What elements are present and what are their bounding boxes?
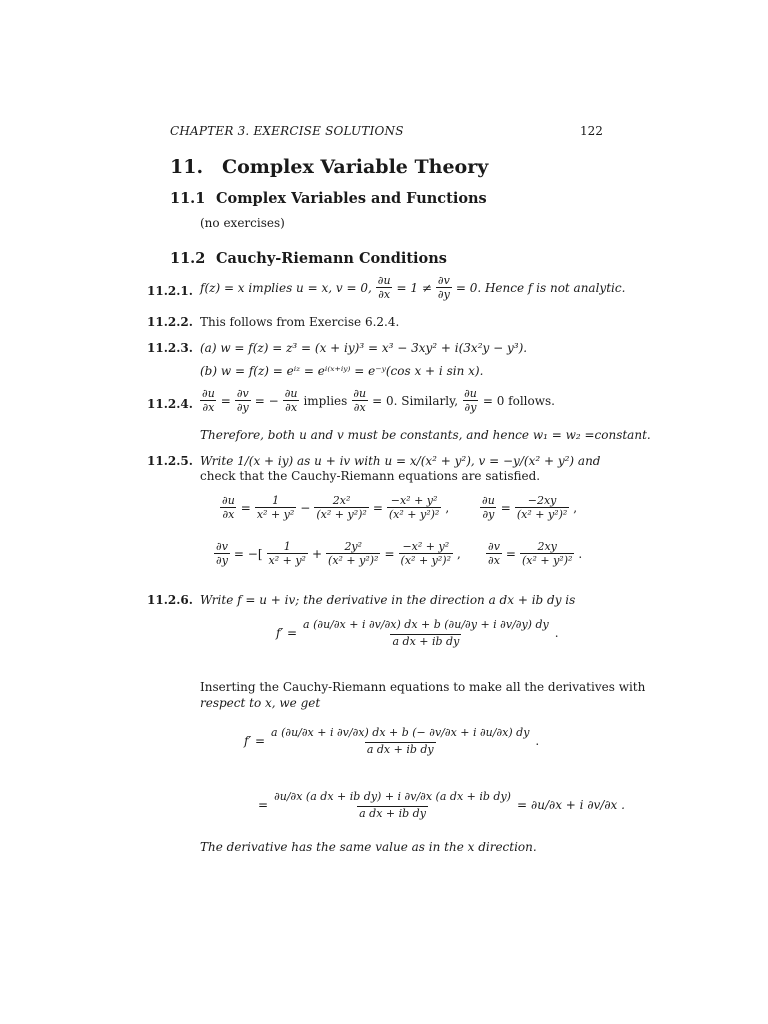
subsection-heading-11-2: [170, 250, 447, 267]
equation-fprime-1: f′ = $\frac{a (\partial u/\partial x + i \partial v/\partial x) dx + b (\partial u/\partial y + i \partial v/\partial y) dy}{\text{a dx + ib dy}}$ .: [276, 618, 559, 648]
exercise-text: This follows from Exercise 6.2.4.: [200, 315, 400, 329]
equation-dv-dy: $\frac{\partial v}{\partial y}$ = −[ $\frac{1}{\text{x² + y²}}$ + $\frac{\text{2y²}}{\text{(x² + y²)²}}$ = $\frac{\text{−x² + y²}}{\text{(x² + y²)²}}$ ,: [216, 540, 461, 567]
exercise-label: 11.2.6.: [147, 593, 193, 607]
exercise-11-2-4: $\frac{\partial u}{\partial x}$ = $\frac{\partial v}{\partial y}$ = − $\frac{\partial u}{\partial x}$ implies $\frac{\partial u}{\partial x}$ = 0. Similarly, $\frac{\partial u}{\partial y}$ = 0 follows.: [202, 387, 555, 414]
subsection-number: 11.2: [170, 250, 206, 267]
exercise-text: The derivative has the same value as in the x direction.: [200, 840, 537, 854]
fraction: $\frac{\partial u}{\partial x}$: [353, 387, 367, 414]
exercise-text: respect to x, we get: [200, 696, 321, 710]
running-header: CHAPTER 3. EXERCISE SOLUTIONS: [170, 124, 404, 138]
equation-fprime-3: = $\frac{\text{∂u/∂x (a dx + ib dy) + i ∂v/∂x (a dx + ib dy)}}{\text{a dx + ib dy}}$ = ∂u/∂x + i ∂v/∂x .: [258, 790, 625, 820]
section-number: 11.: [170, 156, 204, 178]
subsection-title: Cauchy-Riemann Conditions: [216, 250, 447, 267]
fraction: $\frac{\partial u}{\partial y}$: [464, 387, 477, 414]
exercise-text: = 1 ≠: [396, 280, 432, 295]
exercise-text-a: (a) w = f(z) = z³ = (x + iy)³ = x³ − 3xy² + i(3x²y − y³).: [200, 341, 528, 355]
exercise-text: = 0. Similarly,: [372, 393, 459, 408]
subsection-heading-11-1: [170, 190, 487, 207]
exercise-text: = 0. Hence f is not analytic.: [455, 280, 626, 295]
exercise-label: 11.2.3.: [147, 341, 193, 355]
exercise-text: = 0 follows.: [482, 393, 555, 408]
exercise-text: Therefore, both u and v must be constants, and hence w₁ = w₂ =constant.: [200, 428, 651, 442]
fraction: $\frac{\partial u}{\partial x}$: [377, 274, 391, 301]
exercise-text: f(z) = x implies u = x, v = 0,: [200, 280, 372, 295]
exercise-text: implies: [303, 393, 348, 408]
equation-du-dy: $\frac{\partial u}{\partial y}$ = $\frac{-2xy}{\text{(x² + y²)²}}$ ,: [482, 494, 578, 521]
fraction: $\frac{\partial u}{\partial x}$: [202, 387, 215, 414]
subsection-title: Complex Variables and Functions: [216, 190, 487, 207]
section-title: Complex Variable Theory: [222, 156, 489, 178]
section-heading: [170, 156, 488, 178]
no-exercises-note: (no exercises): [200, 216, 285, 230]
exercise-11-2-1: [200, 274, 625, 301]
exercise-text: Write f = u + iv; the derivative in the direction a dx + ib dy is: [200, 593, 576, 607]
fraction: $\frac{\partial v}{\partial y}$: [236, 387, 249, 414]
equation-fprime-2: f′ = $\frac{a (\partial u/\partial x + i \partial v/\partial x) dx + b (- \partial v/\partial x + i \partial u/\partial x) dy}{\text{a dx + ib dy}}$ .: [244, 726, 540, 756]
equation-du-dx: $\frac{\partial u}{\partial x}$ = $\frac{1}{\text{x² + y²}}$ − $\frac{\text{2x²}}{\text{(x² + y²)²}}$ = $\frac{\text{−x² + y²}}{\text{(x² + y²)²}}$ ,: [222, 494, 450, 521]
exercise-text-b: (b) w = f(z) = eⁱᶻ = eⁱ⁽ˣ⁺ⁱʸ⁾ = e⁻ʸ(cos x + i sin x).: [200, 364, 484, 378]
exercise-text: check that the Cauchy-Riemann equations are satisfied.: [200, 469, 541, 483]
fraction: $\frac{\partial v}{\partial y}$: [437, 274, 450, 301]
exercise-label: 11.2.1.: [147, 284, 193, 298]
exercise-label: 11.2.5.: [147, 454, 193, 468]
page-number: 122: [580, 124, 603, 138]
fraction: $\frac{\partial u}{\partial x}$: [284, 387, 298, 414]
exercise-text: Inserting the Cauchy-Riemann equations to make all the derivatives with: [200, 680, 646, 694]
exercise-text: Write 1/(x + iy) as u + iv with u = x/(x² + y²), v = −y/(x² + y²) and: [200, 454, 601, 468]
exercise-label: 11.2.2.: [147, 315, 193, 329]
equation-dv-dx: $\frac{\partial v}{\partial x}$ = $\frac{2xy}{\text{(x² + y²)²}}$ .: [488, 540, 583, 567]
exercise-label: 11.2.4.: [147, 397, 193, 411]
subsection-number: 11.1: [170, 190, 206, 207]
